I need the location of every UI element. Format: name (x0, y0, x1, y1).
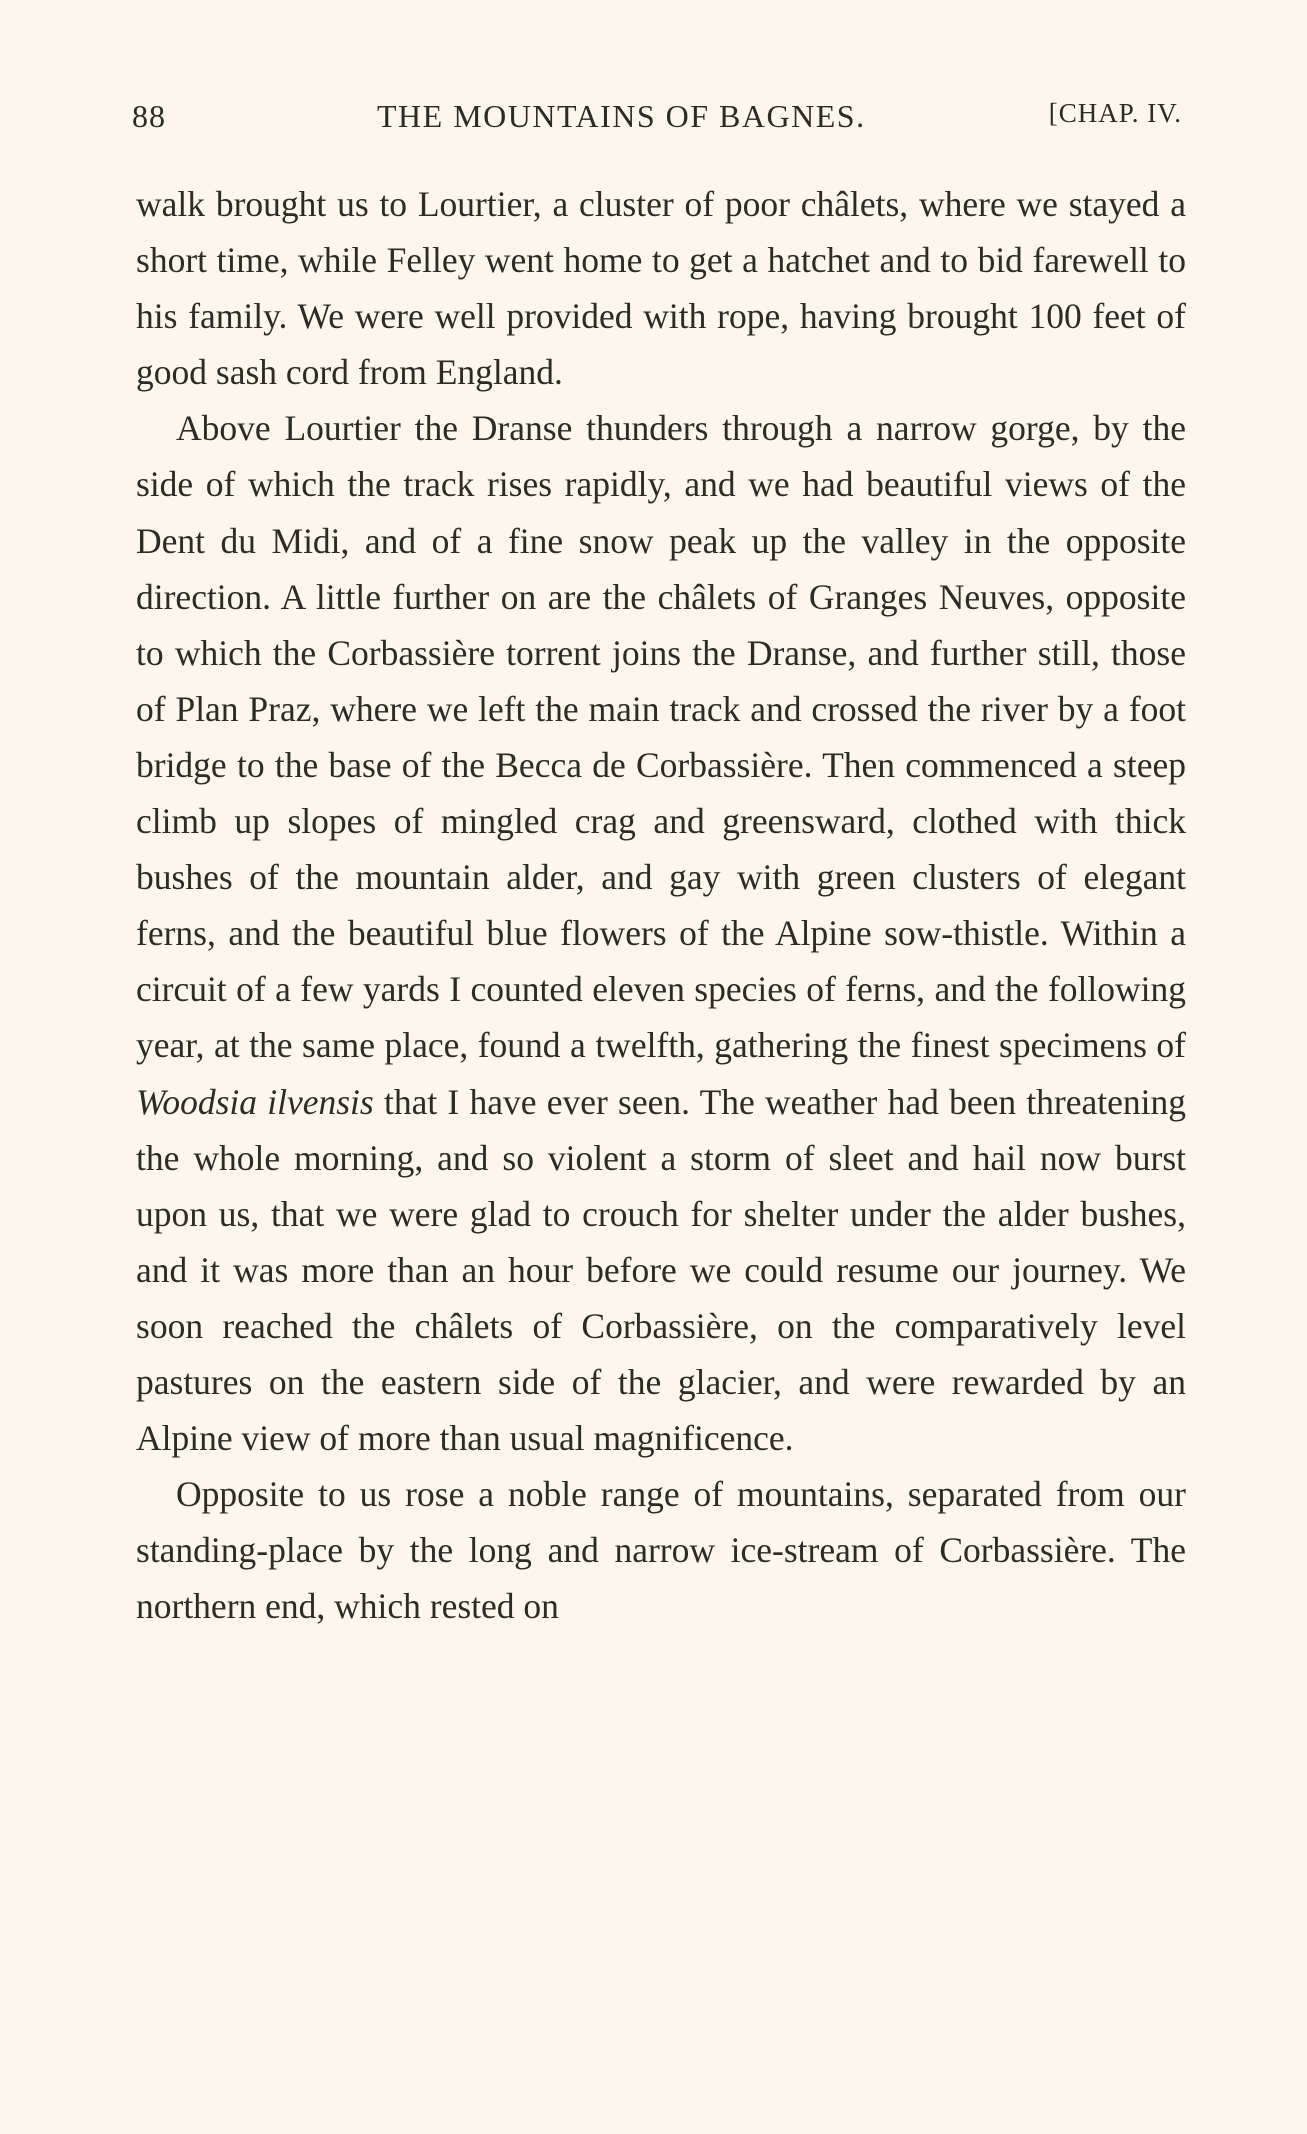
running-title: THE MOUNTAINS OF BAGNES. (377, 98, 866, 134)
paragraph-2 (136, 400, 1186, 1466)
species-name: Woodsia ilvensis (136, 1081, 374, 1122)
paragraph-2-part-2: that I have ever seen. The weather had been threatening the whole morning, and so violent a storm of sleet and hail now burst upon us, that we were glad to crouch for shelter under the alder bushes, and it was more than an hour before we could resume our journey. We soon reached the châlets of Corbassière, on the comparatively level pastures on the eastern side of the glacier, and were rewarded by an Alpine view of more than usual magnificence. (136, 1081, 1186, 1459)
paragraph-2-part-1: Above Lourtier the Dranse thunders through a narrow gorge, by the side of which the track rises rapidly, and we had beautiful views of the Dent du Midi, and of a fine snow peak up the valley in the opposite direction. A little further on are the châlets of Granges Neuves, opposite to which the Corbassière torrent joins the Dranse, and further still, those of Plan Praz, where we left the main track and crossed the river by a foot bridge to the base of the Becca de Corbassière. Then commenced a steep climb up slopes of mingled crag and greensward, clothed with thick bushes of the mountain alder, and gay with green clusters of elegant ferns, and the beautiful blue flowers of the Alpine sow-thistle. Within a circuit of a few yards I counted eleven species of ferns, and the following year, at the same place, found a twelfth, gathering the finest specimens of (136, 408, 1186, 1066)
chapter-marker: [CHAP. IV. (1048, 98, 1182, 128)
running-header (132, 98, 1182, 148)
paragraph-1: walk brought us to Lourtier, a cluster of poor châlets, where we stayed a short time, while Felley went home to get a hatchet and to bid farewell to his family. We were well provided with rope, having brought 100 feet of good sash cord from England. (136, 184, 1186, 393)
paragraph-3: Opposite to us rose a noble range of mountains, separated from our standing-place by the long and narrow ice-stream of Corbassière. The northern end, which rested on (136, 1474, 1186, 1627)
page-number: 88 (132, 98, 166, 134)
body-text (136, 176, 1186, 1634)
